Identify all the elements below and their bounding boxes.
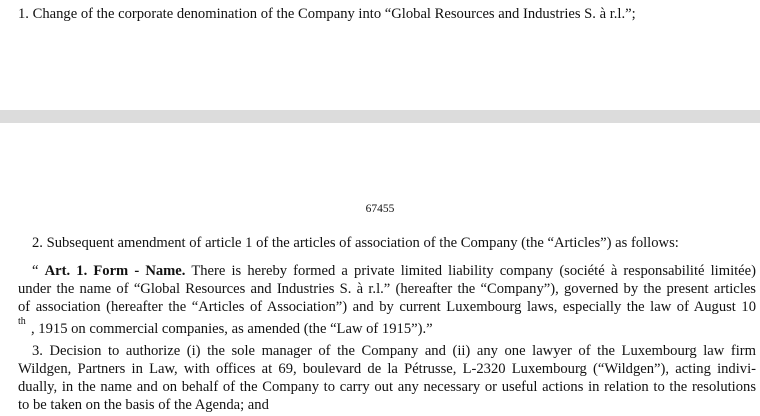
article-1-line-2: under the name of “Global Resources and Industries S. à r.l.” (hereafter the “Company”), governed by the present articles (18, 281, 756, 297)
article-1-line-1-text: There is hereby formed a private limited liability company (société à responsabilité limitée) (191, 263, 756, 279)
agenda-item-3-line-3: dually, in the name and on behalf of the Company to carry out any necessary or useful actions in relation to the resolutions (18, 379, 756, 395)
article-1-line-1 (18, 263, 756, 280)
agenda-item-3-line-1: 3. Decision to authorize (i) the sole manager of the Company and (ii) any one lawyer of the Luxembourg law firm (32, 343, 756, 359)
agenda-item-1: 1. Change of the corporate denomination of the Company into “Global Resources and Industries S. à r.l.”; (18, 6, 636, 22)
article-1-line-3: of association (hereafter the “Articles of Association”) and by current Luxembourg laws, especially the law of August 10 (18, 299, 756, 315)
agenda-item-3-line-4: to be taken on the basis of the Agenda; and (18, 397, 269, 413)
agenda-item-3-line-2: Wildgen, Partners in Law, with offices at 69, boulevard de la Pétrusse, L-2320 Luxembourg (“Wildgen”), acting indivi- (18, 361, 756, 377)
agenda-item-2: 2. Subsequent amendment of article 1 of the articles of association of the Company (the “Articles”) as follows: (32, 235, 679, 251)
article-1-line-4: , 1915 on commercial companies, as amended (the “Law of 1915”).” (31, 321, 433, 337)
open-quote: “ (32, 263, 39, 279)
page-number: 67455 (365, 203, 395, 215)
superscript-th: th (18, 316, 26, 327)
article-heading: Art. 1. Form - Name. (44, 263, 186, 279)
page-separator (0, 110, 760, 123)
